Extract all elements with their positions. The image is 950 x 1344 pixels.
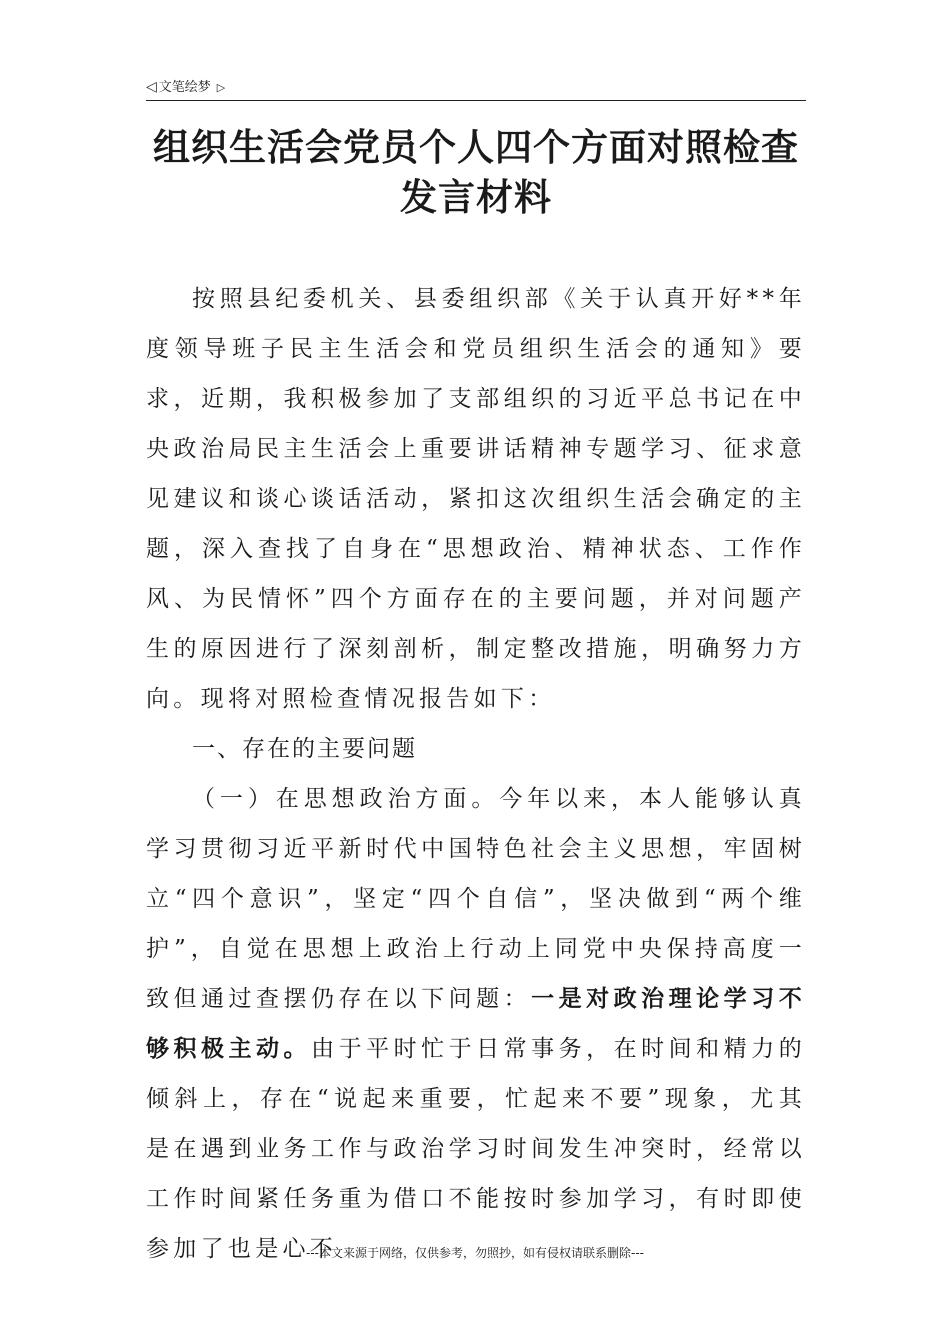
- triangle-right-icon: ▷: [216, 81, 226, 94]
- page-footer: ---本文来源于网络，仅供参考，勿照抄，如有侵权请联系删除---: [306, 1246, 644, 1260]
- page-header: [146, 74, 806, 101]
- subsection-text: 今年以来，本人能够认真学习贯彻习近平新时代中国特色社会主义思想，牢固树立“四个意识”，坚定“四个自信”，坚决做到“两个维护”，自觉在思想上政治上行动上同党中央保持高度一致但通过查摆仍存在以下问题：: [146, 786, 806, 1012]
- document-title: 组织生活会党员个人四个方面对照检查发言材料: [153, 125, 799, 219]
- point-text: 由于平时忙于日常事务，在时间和精力的倾斜上，存在“说起来重要，忙起来不要”现象，尤其是在遇到业务工作与政治学习时间发生冲突时，经常以工作时间紧任务重为借口不能按时参加学习，有时即使参加了也是心不: [146, 1036, 806, 1262]
- point-heading: 一是对政治理论学习不够积极主动。: [146, 985, 807, 1062]
- document-body: [146, 274, 806, 1274]
- intro-paragraph: 按照县纪委机关、县委组织部《关于认真开好**年度领导班子民主生活会和党员组织生活会的通知》要求，近期，我积极参加了支部组织的习近平总书记在中央政治局民主生活会上重要讲话精神专题学习、征求意见建议和谈心谈话活动，紧扣这次组织生活会确定的主题，深入查找了自身在“思想政治、精神状态、工作作风、为民情怀”四个方面存在的主要问题，并对问题产生的原因进行了深刻剖析，制定整改措施，明确努力方向。现将对照检查情况报告如下：: [146, 286, 806, 712]
- subsection-lead: （一）在思想政治方面。: [192, 786, 500, 812]
- triangle-left-icon: ◁: [146, 79, 157, 95]
- header-brand: [146, 76, 225, 95]
- subsection-paragraph: [146, 774, 806, 1274]
- section-heading: 一、存在的主要问题: [192, 736, 417, 762]
- brand-name: 文笔绘梦: [158, 80, 211, 95]
